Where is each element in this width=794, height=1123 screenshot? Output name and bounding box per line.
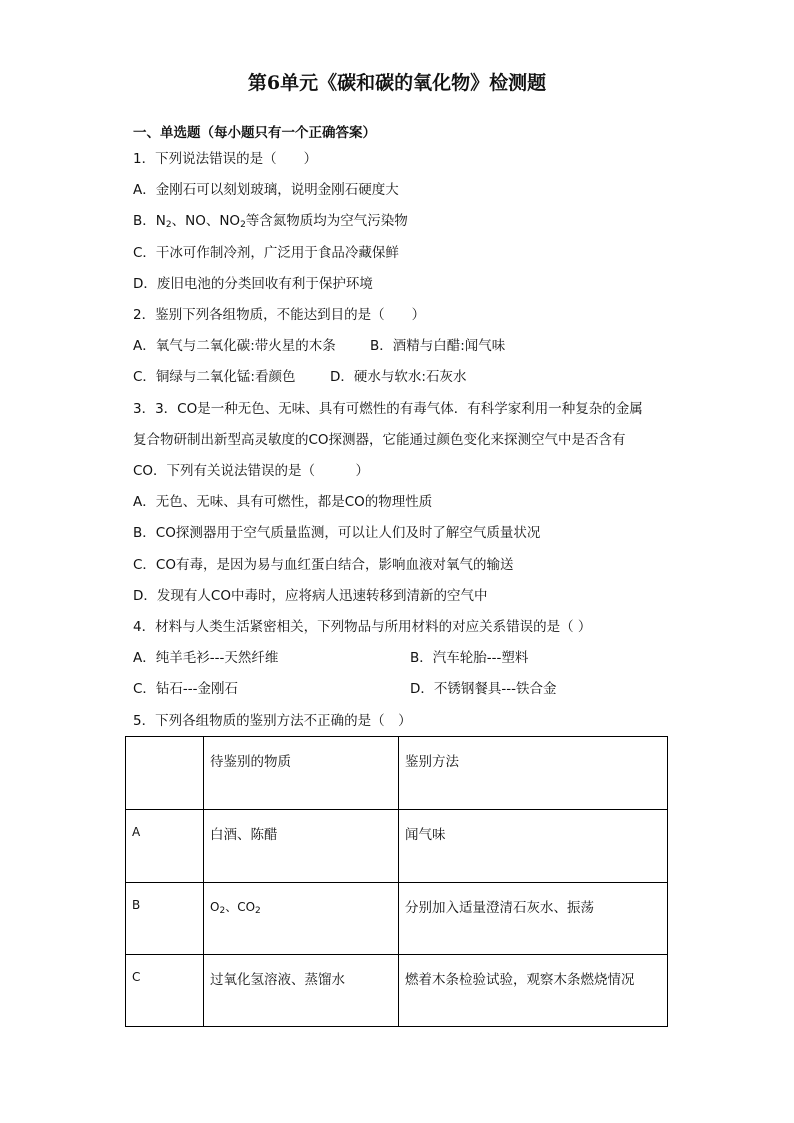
section-heading: 一、单选题（每小题只有一个正确答案） [133,125,376,141]
question-1-option-a: A．金刚石可以刻划玻璃，说明金刚石硬度大 [133,182,399,198]
question-2-option-c: C．铜绿与二氧化锰:看颜色 [133,369,296,385]
question-2-option-a: A．氧气与二氧化碳:带火星的木条 [133,338,336,354]
question-1-stem: 1．下列说法错误的是（ ） [133,151,318,167]
page-title: 第6单元《碳和碳的氧化物》检测题 [247,72,547,94]
table-cell: 白酒、陈醋 [204,810,399,883]
question-3-option-a: A．无色、无味、具有可燃性，都是CO的物理性质 [133,494,433,510]
table-row [126,810,668,883]
question-3-stem-line-2: 复合物研制出新型高灵敏度的CO探测器，它能通过颜色变化来探测空气中是否含有 [133,432,626,448]
table-row [126,883,668,955]
question-2-option-d: D．硬水与软水:石灰水 [330,369,467,385]
question-4-option-b: B．汽车轮胎---塑料 [410,650,529,666]
question-1-option-b: B．$N_2$、NO、$NO_2$等含氮物质均为空气污染物 [133,213,408,230]
identification-table [125,736,668,1027]
question-2-stem: 2．鉴别下列各组物质，不能达到目的是（ ） [133,307,426,323]
question-3-option-d: D．发现有人CO中毒时，应将病人迅速转移到清新的空气中 [133,588,488,604]
question-4-option-a: A．纯羊毛衫---天然纤维 [133,650,279,666]
question-4-option-d: D．不锈钢餐具---铁合金 [410,681,557,697]
question-3-option-c: C．CO有毒，是因为易与血红蛋白结合，影响血液对氧气的输送 [133,557,514,573]
question-2-option-b: B．酒精与白醋:闻气味 [370,338,506,354]
table-header-row [126,737,668,810]
question-5-stem: 5．下列各组物质的鉴别方法不正确的是（ ） [133,713,412,729]
table-cell: 过氧化氢溶液、蒸馏水 [204,955,399,1027]
question-4-option-c: C．钻石---金刚石 [133,681,239,697]
table-cell: 分别加入适量澄清石灰水、振荡 [399,883,668,955]
table-cell: 闻气味 [399,810,668,883]
table-cell: A [126,810,204,883]
table-cell: C [126,955,204,1027]
question-4-stem: 4．材料与人类生活紧密相关，下列物品与所用材料的对应关系错误的是（ ） [133,619,592,635]
table-cell: B [126,883,204,955]
table-cell: 燃着木条检验试验，观察木条燃烧情况 [399,955,668,1027]
table-cell: 待鉴别的物质 [204,737,399,810]
question-3-stem-line-3: CO．下列有关说法错误的是（ ） [133,463,370,479]
table-cell: 鉴别方法 [399,737,668,810]
table-row [126,955,668,1027]
question-1-option-c: C．干冰可作制冷剂，广泛用于食品冷藏保鲜 [133,245,399,261]
table-cell: $O_2$、$CO_2$ [204,883,399,955]
table-cell [126,737,204,810]
question-1-option-d: D．废旧电池的分类回收有利于保护环境 [133,276,373,292]
question-3-stem-line-1: 3．3．CO是一种无色、无味、具有可燃性的有毒气体．有科学家利用一种复杂的金属 [133,401,643,417]
question-3-option-b: B．CO探测器用于空气质量监测，可以让人们及时了解空气质量状况 [133,525,541,541]
